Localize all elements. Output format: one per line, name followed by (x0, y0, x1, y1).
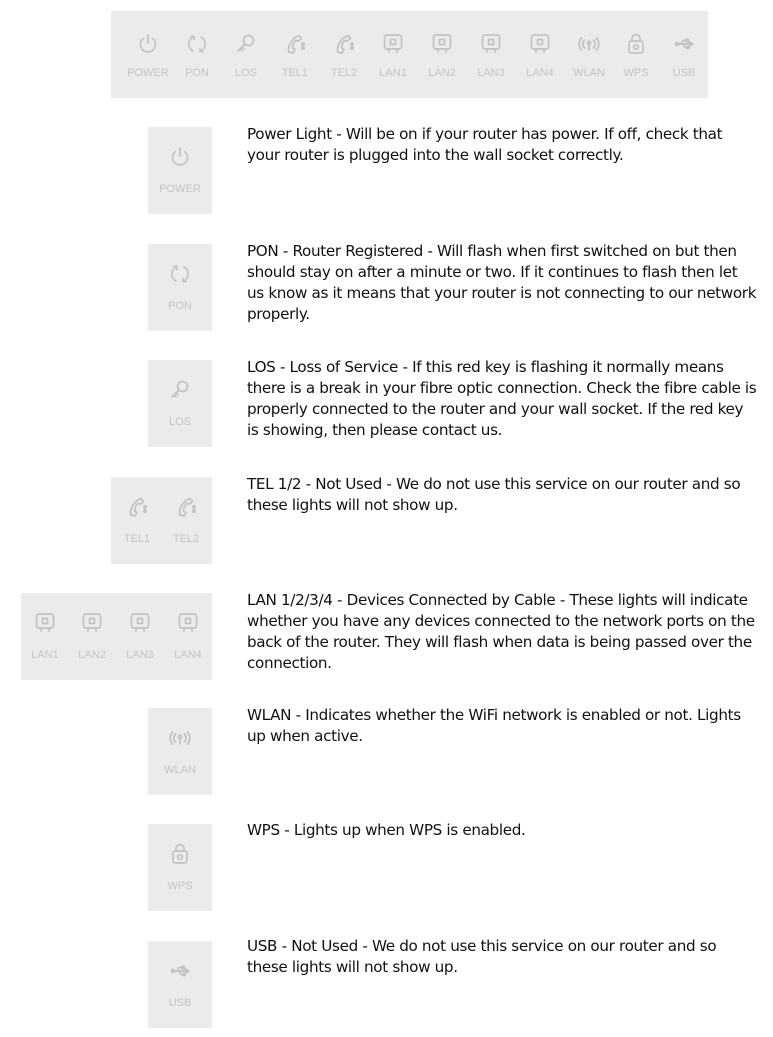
lan3-led (116, 593, 164, 680)
lan-port-icon (80, 611, 104, 635)
top-led-lan2 (418, 11, 466, 98)
led-overview-panel (111, 11, 708, 98)
key-icon (234, 32, 258, 56)
power-led-panel (148, 127, 212, 214)
led-label: LAN4 (174, 649, 202, 661)
phone-icon (174, 495, 198, 519)
top-led-wlan (565, 11, 613, 98)
top-led-lan3 (467, 11, 515, 98)
led-label: WPS (167, 880, 193, 892)
top-led-label: USB (672, 67, 696, 79)
led-label: WLAN (164, 764, 196, 776)
power-led (156, 127, 204, 214)
led-label: LAN2 (78, 649, 106, 661)
pon-refresh-icon (168, 262, 192, 286)
top-led-label: WLAN (573, 67, 605, 79)
top-led-wps (612, 11, 660, 98)
wps-lock-icon (168, 842, 192, 866)
top-led-tel2 (320, 11, 368, 98)
top-led-label: LAN3 (477, 67, 505, 79)
lan-port-icon (479, 32, 503, 56)
lan-port-icon (528, 32, 552, 56)
wifi-antenna-icon (577, 32, 601, 56)
top-led-label: TEL2 (330, 67, 358, 79)
top-led-label: LAN2 (428, 67, 456, 79)
usb-icon (672, 32, 696, 56)
top-led-label: POWER (127, 67, 169, 79)
wlan-led-panel (148, 708, 212, 795)
top-led-label: LAN4 (526, 67, 554, 79)
usb-led-panel (148, 941, 212, 1028)
wps-description: WPS - Lights up when WPS is enabled. (247, 821, 526, 839)
lan4-led (164, 593, 212, 680)
tel-description: TEL 1/2 - Not Used - We do not use this service on our router and so these lights will not show up. (247, 475, 741, 514)
lan-port-icon (128, 611, 152, 635)
top-led-pon (173, 11, 221, 98)
key-icon (168, 378, 192, 402)
led-label: USB (168, 997, 192, 1009)
top-led-lan1 (369, 11, 417, 98)
power-icon (136, 32, 160, 56)
power-icon (168, 145, 192, 169)
top-led-label: LOS (234, 67, 257, 79)
wps-led-panel (148, 824, 212, 911)
wlan-description: WLAN - Indicates whether the WiFi network is enabled or not. Lights up when active. (247, 706, 741, 745)
los-led-panel (148, 360, 212, 447)
lan-port-icon (381, 32, 405, 56)
wifi-antenna-icon (168, 726, 192, 750)
phone-icon (283, 32, 307, 56)
lan-port-icon (176, 611, 200, 635)
wlan-led (156, 708, 204, 795)
lan-port-icon (430, 32, 454, 56)
pon-refresh-icon (185, 32, 209, 56)
usb-description: USB - Not Used - We do not use this service on our router and so these lights will not show up. (247, 937, 717, 976)
lan2-led (68, 593, 116, 680)
usb-icon (168, 959, 192, 983)
led-label: PON (168, 300, 192, 312)
led-label: TEL2 (172, 533, 200, 545)
los-led (156, 360, 204, 447)
pon-led-panel (148, 244, 212, 331)
top-led-tel1 (271, 11, 319, 98)
phone-icon (332, 32, 356, 56)
wps-lock-icon (624, 32, 648, 56)
pon-description: PON - Router Registered - Will flash when first switched on but then should stay on after a minute or two. If it continues to flash then let us know as it means that your router is not connecting to our network properly. (247, 242, 757, 323)
tel-led-panel (111, 477, 212, 564)
top-led-label: PON (185, 67, 209, 79)
top-led-label: TEL1 (281, 67, 309, 79)
lan-led-panel (21, 593, 212, 680)
led-label: LAN1 (31, 649, 59, 661)
led-label: LOS (168, 416, 191, 428)
top-led-los (222, 11, 270, 98)
lan1-led (21, 593, 69, 680)
usb-led (156, 941, 204, 1028)
top-led-label: WPS (623, 67, 649, 79)
top-led-label: LAN1 (379, 67, 407, 79)
phone-icon (125, 495, 149, 519)
wps-led (156, 824, 204, 911)
tel1-led (113, 477, 161, 564)
lan-description: LAN 1/2/3/4 - Devices Connected by Cable - These lights will indicate whether you have any devices connected to the network ports on the back of the router. They will flash when data is being passed over the connection. (247, 591, 755, 672)
led-label: TEL1 (123, 533, 151, 545)
top-led-power (124, 11, 172, 98)
lan-port-icon (33, 611, 57, 635)
power-description: Power Light - Will be on if your router has power. If off, check that your router is plugged into the wall socket correctly. (247, 125, 723, 164)
top-led-lan4 (516, 11, 564, 98)
led-label: POWER (159, 183, 201, 195)
los-description: LOS - Loss of Service - If this red key is flashing it normally means there is a break in your fibre optic connection. Check the fibre cable is properly connected to the router and your wall socket. If the red key is showing, then please contact us. (247, 358, 757, 439)
pon-led (156, 244, 204, 331)
led-label: LAN3 (126, 649, 154, 661)
tel2-led (162, 477, 210, 564)
top-led-usb (660, 11, 708, 98)
